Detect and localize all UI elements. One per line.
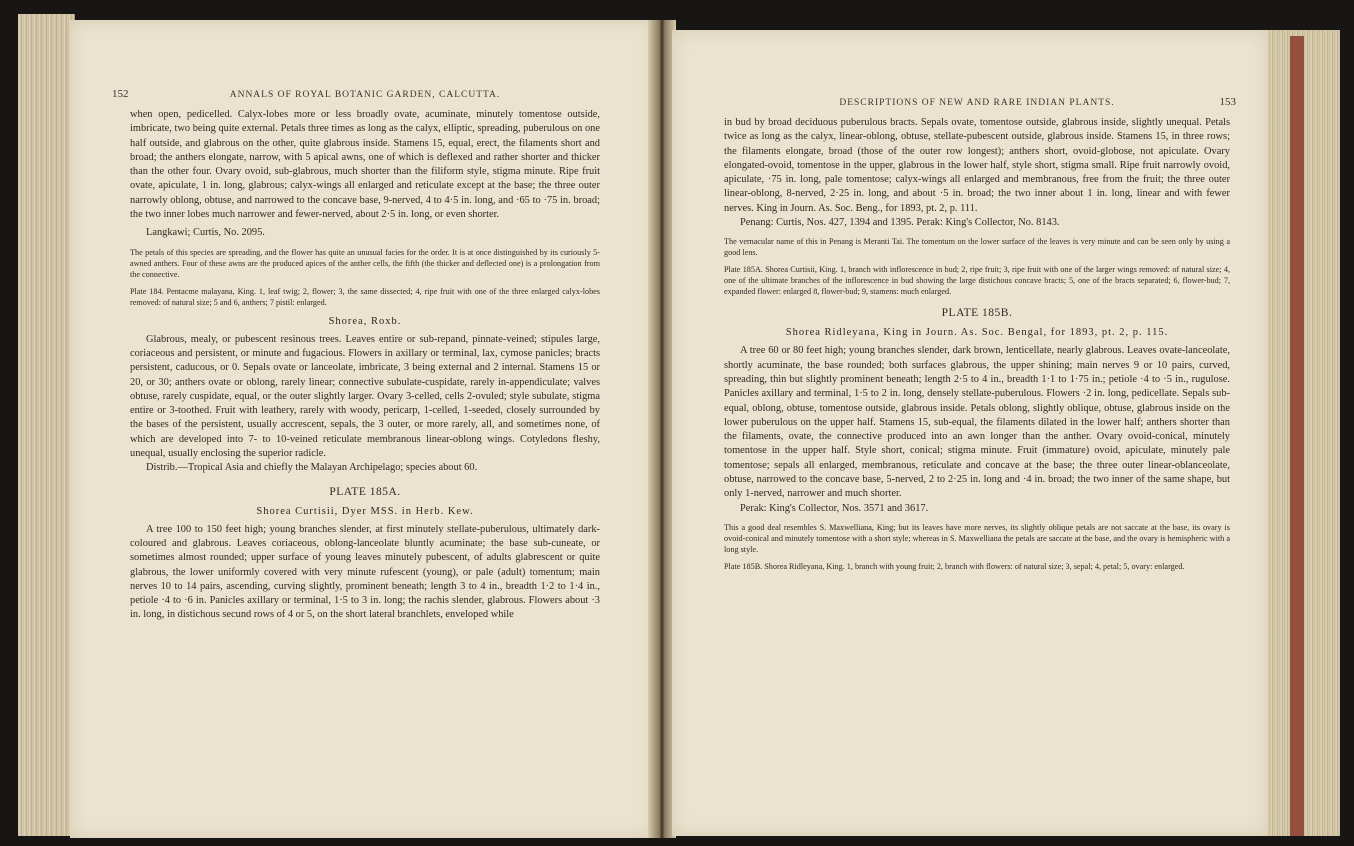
genus-description: Glabrous, mealy, or pubescent resinous trees. Leaves entire or sub-repand, pinnate-veined; stipules large, coriaceous and persistent, or minute and fugacious. Flowers in axillary or terminal, lax, cymose panicles; bracts persistent, caducous, or 0. Sepals ovate or lanceolate, imbricate, 3 being external and 2 internal. Stamens 15 or 20, or 30; anthers ovate or oblong, rarely linear; connective subulate-cuspidate, rarely in-appendiculate; valves obtuse, rarely cuspidate, equal, or the outer slightly larger. Ovary 3-celled, cells 2-ovuled; style subulate, stigma entire or 3-toothed. Fruit with leathery, rarely with woody, pericarp, 1-celled, 1-seeded, closely surrounded by the bases of the persistent, usually accrescent, sepals, the 3 outer, or more rarely, all, and sometimes none, of which are developed into 7- to 10-veined reticulate membranous linear-oblong wings. Cotyledons fleshy, unequal, usually enclosing the superior radicle. [130,333,600,460]
bookmark-ribbon [1290,36,1304,836]
left-page-number: 152 [112,88,129,100]
right-paragraph-2: Penang: Curtis, Nos. 427, 1394 and 1395. Perak: King's Collector, No. 8143. [740,217,1060,229]
distribution: Distrib.—Tropical Asia and chiefly the Malayan Archipelago; species about 60. [146,462,478,474]
right-page [672,30,1268,836]
species-description-ridleyana: A tree 60 or 80 feet high; young branches slender, dark brown, lenticellate, nearly glabrous. Leaves ovate-lanceolate, shortly acuminate, the base rounded; both surfaces glabrous, the upper shining; main nerves 9 or 10 pairs, curved, spreading, thin but slightly prominent beneath; length 2·5 to 4 in., breadth 1·1 to 1·75 in.; petiole ·4 to ·5 in., rugulose. Panicles axillary and terminal, 1·5 to 2 in. long, densely stellate-puberulous. Flowers ·2 in. long, pedicellate. Sepals sub-equal, oblong, obtuse, tomentose outside, glabrous inside. Petals oblong, slightly oblique, obtuse, glabrous inside on the lower puberulous on the upper half. Stamens 15, sub-equal, the filaments dilated in the lower half; anthers shorter than the filaments, ovate, the connective produced into an awn longer than the anther. Ovary ovoid-conical, minutely tomentose in the upper half. Style short, conical; stigma minute. Fruit (immature) ovoid, apiculate, minutely pale tomentose; sepals all enlarged, membranous, reticulate and concave at the base; the three outer linear-oblanceolate, obtuse, narrowed to the concave base, 5-nerved, 2 to 2·25 in. long and ·4 in. broad; the two inner of the same shape, but only 1-nerved, narrower and much shorter. [724,345,1230,500]
left-plate-caption: Plate 184. Pentacme malayana, King. 1, leaf twig; 2, flower; 3, the same dissected; 4, ripe fruit with one of the three enlarged calyx-lobes removed: of natural size; 5 and 6, anthers; 7 pistil: enlarged. [130,286,600,307]
left-page-content [112,88,600,623]
left-page-edges [18,14,75,836]
right-note-1: The vernacular name of this in Penang is Meranti Tai. The tomentum on the lower surface of the leaves is very minute and can be seen only by using a good lens. [724,237,1230,258]
left-paragraph-2: Langkawi; Curtis, No. 2095. [146,227,265,239]
species-heading-ridleyana: Shorea Ridleyana, King in Journ. As. Soc. Bengal, for 1893, pt. 2, p. 115. [785,327,1169,339]
right-running-head [724,96,1236,116]
right-paragraph-1: in bud by broad deciduous puberulous bracts. Sepals ovate, tomentose outside, glabrous inside, slightly unequal. Petals twice as long as the calyx, linear-oblong, obtuse, stellate-pubescent outside, glabrous inside. Stamens 15, in three rows; the filaments elongate, broad (those of the outer row longest); anthers short, ovoid-globose, not apiculate. Ovary elongated-ovoid, tomentose in the upper, glabrous in the lower half, style short, stigma small. Ripe fruit narrowly ovoid, apiculate, ·75 in. long, pale tomentose; calyx-wings all enlarged and membranous, free from the fruit; the three outer linear-oblong, 8-nerved, 2·25 in. long, and about ·5 in. broad; the two inner about 1 in. long, linear and with fewer nerves. King in Journ. As. Soc. Beng., for 1893, pt. 2, p. 111. [724,117,1230,214]
left-running-head [112,88,600,108]
species-description-curtisii: A tree 100 to 150 feet high; young branches slender, at first minutely stellate-puberulous, ultimately dark-coloured and glabrous. Leaves coriaceous, oblong-lanceolate bluntly acuminate; the base sub-cuneate, or sometimes almost rounded; upper surface of young leaves minutely pubescent, of adults glabrescent or quite glabrous, the lower uniformly covered with very minute rufescent (young), or pale (adult) tomentum; main nerves 10 to 14 pairs, ascending, curving slightly, prominent beneath; length 3 to 4 in., breadth 1·2 to 1·4 in., petiole ·4 to ·6 in. Panicles axillary or terminal, 1·5 to 3 in. long; the rachis slender, glabrous. Flowers about ·3 in. long, in distichous secund rows of 4 or 5, on the short lateral branchlets, enveloped while [130,523,600,621]
right-page-edges [1268,30,1340,836]
right-paragraph-3: Perak: King's Collector, Nos. 3571 and 3617. [740,502,929,514]
genus-heading: Shorea, Roxb. [328,315,402,327]
right-plate-caption-2: Plate 185B. Shorea Ridleyana, King. 1, branch with young fruit; 2, branch with flowers: of natural size; 3, sepal; 4, petal; 5, ovary: enlarged. [724,561,1185,571]
left-running-title: ANNALS OF ROYAL BOTANIC GARDEN, CALCUTTA. [229,90,501,100]
plate-title-185b: PLATE 185B. [941,307,1013,320]
right-note-2: This a good deal resembles S. Maxwelliana, King; but its leaves have more nerves, its slightly oblique petals are not saccate at the base, its ovary is ovoid-conical and minutely tomentose with a short style; whereas in S. Maxwelliana the petals are saccate at the base, and the ovary is hemispheric with a long style. [724,522,1230,554]
left-paragraph-1: when open, pedicelled. Calyx-lobes more or less broadly ovate, acuminate, minutely tomentose outside, imbricate, two being quite external. Petals three times as long as the calyx, elliptic, spreading, puberulous on one half outside, and glabrous on the other, quite glabrous inside. Stamens 15, equal, erect, the filaments short and broad; the anthers elongate, narrow, with 5 apical awns, one of which is deflexed and rather shorter and thicker than the other four. Ovary ovoid, sub-glabrous, much shorter than the filiform style, stigma minute. Ripe fruit ovate, apiculate, 1 in. long, glabrous; calyx-wings all enlarged and reticulate except at the base; the three outer narrowly oblong, obtuse, and narrowed to the concave base, 9-nerved, 4 to 4·5 in. long, and ·65 to ·75 in. broad; the two inner lobes much narrower and fewer-nerved, about 2·5 in. long, or even shorter. [130,109,600,221]
right-page-content [724,96,1236,572]
species-heading-curtisii: Shorea Curtisii, Dyer MSS. in Herb. Kew. [256,505,474,517]
left-note: The petals of this species are spreading, and the flower has quite an unusual facies for the order. It is at once distinguished by its curiously 5-awned anthers. Four of these awns are the produced apices of the anther cells, the fifth (the thicker and deflected one) is a prolongation from the connective. [130,247,600,279]
right-plate-caption-1: Plate 185A. Shorea Curtisii, King. 1, branch with inflorescence in bud; 2, ripe fruit; 3, ripe fruit with one of the larger wings removed: of natural size; 4, one of the ultimate branches of the inflorescence in bud showing the large distichous concave bracts; 5, one of the bracts separated; 6, flower-bud; 7, expanded flower: enlarged 8, flower-bud; 9, stamens: much enlarged. [724,265,1230,297]
left-page [70,20,655,838]
right-page-number: 153 [1219,96,1236,108]
right-running-title: DESCRIPTIONS OF NEW AND RARE INDIAN PLANTS. [839,98,1115,108]
plate-title-185a: PLATE 185A. [329,485,401,498]
